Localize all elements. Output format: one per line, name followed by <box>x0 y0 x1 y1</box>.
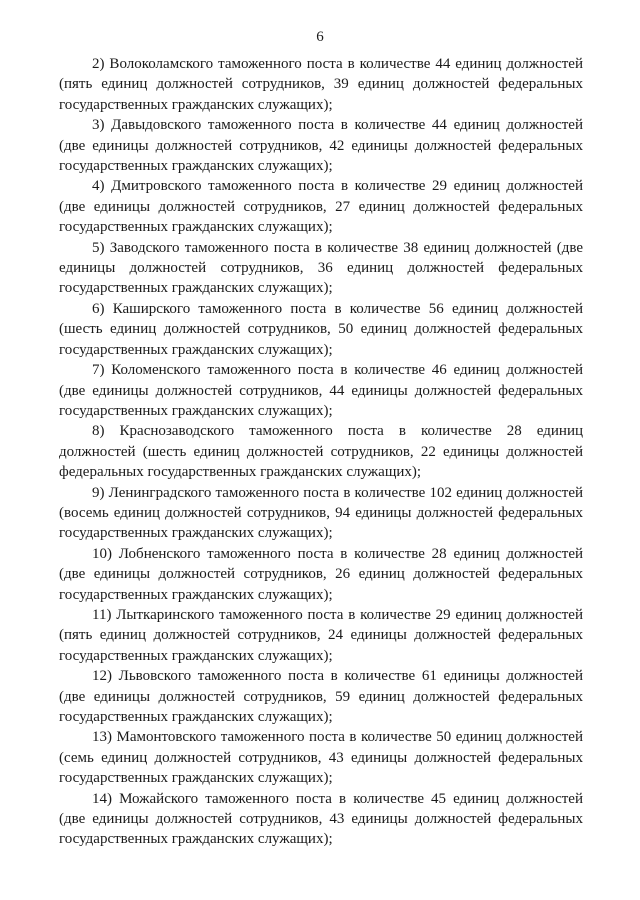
list-item-12: 12) Львовского таможенного поста в количестве 61 единицы должностей (две единицы должностей сотрудников, 59 единиц должностей федеральных государственных гражданских служащих); <box>59 668 583 725</box>
list-item-14: 14) Можайского таможенного поста в количестве 45 единиц должностей (две единицы должностей сотрудников, 43 единицы должностей федеральных государственных гражданских служащих); <box>59 790 583 848</box>
list-item-2: 2) Волоколамского таможенного поста в количестве 44 единиц должностей (пять единиц должностей сотрудников, 39 единиц должностей федеральных государственных гражданских служащих); <box>59 56 583 113</box>
list-item-9: 9) Ленинградского таможенного поста в количестве 102 единиц должностей (восемь единиц должностей сотрудников, 94 единицы должностей федеральных государственных гражданских служащих); <box>59 484 583 542</box>
list-item-4: 4) Дмитровского таможенного поста в количестве 29 единиц должностей (две единицы должностей сотрудников, 27 единиц должностей федеральных государственных гражданских служащих); <box>59 178 583 236</box>
document-body <box>59 54 583 850</box>
list-item-5: 5) Заводского таможенного поста в количестве 38 единиц должностей (две единицы должностей сотрудников, 36 единиц должностей федеральных государственных гражданских служащих); <box>59 239 583 297</box>
list-item-10: 10) Лобненского таможенного поста в количестве 28 единиц должностей (две единицы должностей сотрудников, 26 единиц должностей федеральных государственных гражданских служащих); <box>59 545 583 603</box>
list-item-3: 3) Давыдовского таможенного поста в количестве 44 единиц должностей (две единицы должностей сотрудников, 42 единицы должностей федеральных государственных гражданских служащих); <box>59 117 583 175</box>
list-item-7: 7) Коломенского таможенного поста в количестве 46 единиц должностей (две единицы должностей сотрудников, 44 единицы должностей федеральных государственных гражданских служащих); <box>59 362 583 419</box>
list-item-8: 8) Краснозаводского таможенного поста в количестве 28 единиц должностей (шесть единиц должностей сотрудников, 22 единицы должностей федеральных государственных гражданских служащих); <box>59 423 583 481</box>
list-item-13: 13) Мамонтовского таможенного поста в количестве 50 единиц должностей (семь единиц должностей сотрудников, 43 единицы должностей федеральных государственных гражданских служащих); <box>59 729 583 787</box>
list-item-11: 11) Лыткаринского таможенного поста в количестве 29 единиц должностей (пять единиц должностей сотрудников, 24 единицы должностей федеральных государственных гражданских служащих); <box>59 606 583 664</box>
page-number: 6 <box>316 29 324 45</box>
list-item-6: 6) Каширского таможенного поста в количестве 56 единиц должностей (шесть единиц должностей сотрудников, 50 единиц должностей федеральных государственных гражданских служащих); <box>59 300 583 358</box>
